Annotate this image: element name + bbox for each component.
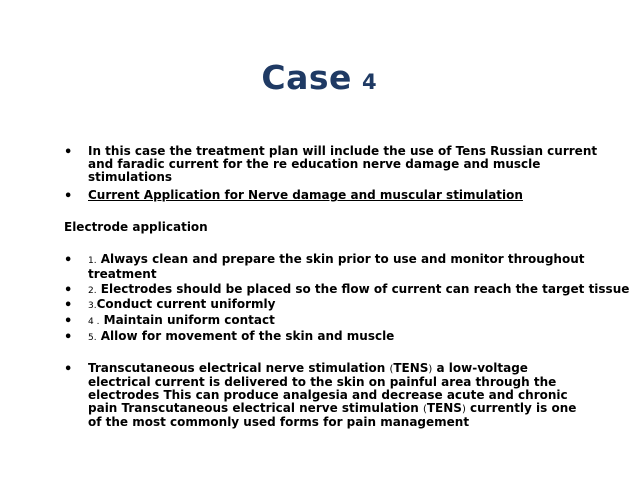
tens-paren-close: ) — [461, 404, 466, 415]
slide-title — [0, 58, 638, 97]
tens-paren-open: ( — [389, 364, 394, 375]
bullet-marker: • — [64, 189, 73, 204]
bullet-marker: • — [64, 145, 73, 160]
step-item — [88, 283, 629, 298]
step-number: 3. — [88, 301, 97, 311]
tens-text-2: a low-voltage electrical current is delivered to the skin on painful area through the electrodes This can produce analgesia and decrease acute and chronic pain Transcutaneous electrical nerve stimulation — [88, 361, 568, 415]
tens-paragraph — [88, 362, 593, 429]
title-text: Case — [261, 58, 352, 97]
step-item — [88, 330, 394, 345]
step-text: Electrodes should be placed so the flow of current can reach the target tissue — [96, 282, 630, 296]
step-number: 4 . — [88, 317, 100, 327]
step-item — [88, 314, 275, 329]
intro-text: In this case the treatment plan will include the use of Tens Russian current and faradic current for the re education nerve damage and muscle stimulations — [88, 144, 598, 184]
bullet-marker: • — [64, 283, 73, 298]
step-number: 5. — [88, 333, 97, 343]
step-text: Allow for movement of the skin and muscle — [96, 329, 395, 343]
tens-text-3: currently is one of the most commonly used forms for pain management — [88, 401, 577, 429]
step-text: Maintain uniform contact — [99, 313, 275, 327]
step-text: Conduct current uniformly — [96, 297, 276, 311]
tens-abbreviation: TENS — [393, 361, 429, 375]
bullet-marker: • — [64, 362, 73, 377]
bullet-marker: • — [64, 314, 73, 329]
step-number: 2. — [88, 286, 97, 296]
bullet-marker: • — [64, 330, 73, 345]
title-number: 4 — [361, 70, 377, 94]
electrode-application-heading: Electrode application — [64, 220, 208, 234]
bullet-marker: • — [64, 253, 73, 268]
current-application-heading: Current Application for Nerve damage and muscular stimulation — [88, 188, 523, 202]
tens-abbreviation: TENS — [426, 401, 462, 415]
bullet-marker: • — [64, 298, 73, 313]
step-text: Always clean and prepare the skin prior to use and monitor throughout treatment — [88, 252, 585, 281]
tens-text-1: Transcutaneous electrical nerve stimulation — [88, 361, 390, 375]
step-item — [88, 253, 608, 281]
tens-paren-close: ) — [428, 364, 433, 375]
step-item — [88, 298, 275, 313]
step-number: 1. — [88, 256, 97, 266]
tens-paren-open: ( — [422, 404, 427, 415]
